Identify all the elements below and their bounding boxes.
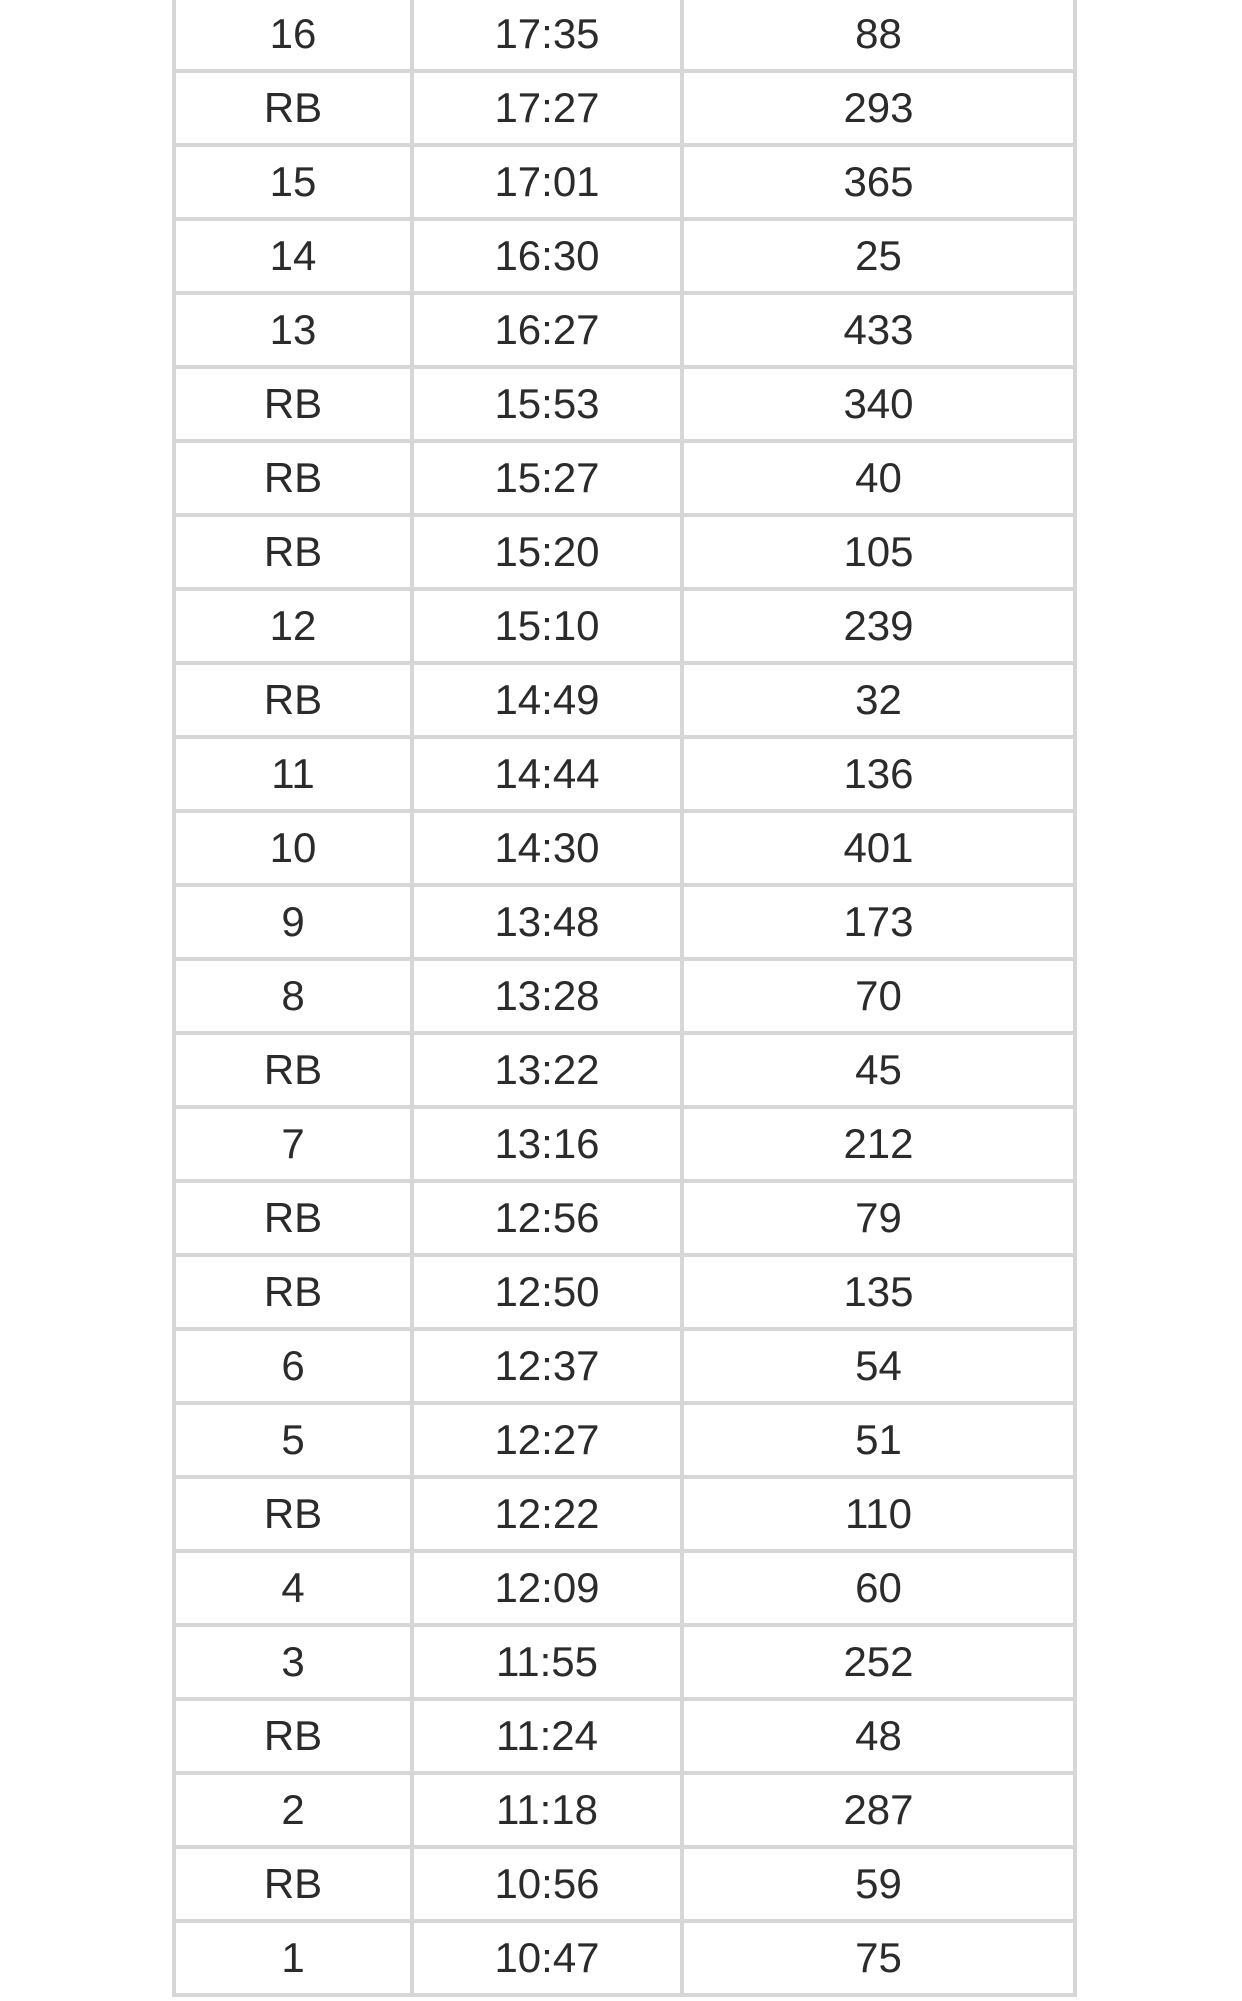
data-table-body <box>174 0 1075 1995</box>
table-row <box>174 959 1075 1033</box>
table-row <box>174 1847 1075 1921</box>
cell-time: 13:22 <box>412 1033 682 1107</box>
cell-id: 5 <box>174 1403 412 1477</box>
cell-value: 88 <box>682 0 1075 71</box>
cell-id: 13 <box>174 293 412 367</box>
cell-id: 3 <box>174 1625 412 1699</box>
cell-time: 13:48 <box>412 885 682 959</box>
cell-value: 60 <box>682 1551 1075 1625</box>
cell-time: 16:30 <box>412 219 682 293</box>
cell-value: 365 <box>682 145 1075 219</box>
cell-time: 12:22 <box>412 1477 682 1551</box>
cell-value: 75 <box>682 1921 1075 1995</box>
cell-id: RB <box>174 1477 412 1551</box>
cell-value: 252 <box>682 1625 1075 1699</box>
cell-id: 7 <box>174 1107 412 1181</box>
cell-id: RB <box>174 367 412 441</box>
cell-id: RB <box>174 71 412 145</box>
table-row <box>174 737 1075 811</box>
cell-value: 59 <box>682 1847 1075 1921</box>
cell-value: 105 <box>682 515 1075 589</box>
cell-value: 401 <box>682 811 1075 885</box>
table-row <box>174 1699 1075 1773</box>
cell-value: 40 <box>682 441 1075 515</box>
table-row <box>174 663 1075 737</box>
cell-time: 15:53 <box>412 367 682 441</box>
table-row <box>174 1551 1075 1625</box>
table-row <box>174 293 1075 367</box>
cell-id: 10 <box>174 811 412 885</box>
cell-time: 15:10 <box>412 589 682 663</box>
table-row <box>174 441 1075 515</box>
cell-id: 9 <box>174 885 412 959</box>
table-row <box>174 1625 1075 1699</box>
cell-time: 15:20 <box>412 515 682 589</box>
data-table <box>172 0 1077 1997</box>
cell-value: 32 <box>682 663 1075 737</box>
table-row <box>174 515 1075 589</box>
cell-value: 212 <box>682 1107 1075 1181</box>
table-row <box>174 71 1075 145</box>
cell-time: 12:56 <box>412 1181 682 1255</box>
cell-time: 13:28 <box>412 959 682 1033</box>
cell-value: 293 <box>682 71 1075 145</box>
table-row <box>174 367 1075 441</box>
cell-value: 136 <box>682 737 1075 811</box>
cell-id: 4 <box>174 1551 412 1625</box>
cell-time: 17:27 <box>412 71 682 145</box>
cell-id: 16 <box>174 0 412 71</box>
cell-id: 14 <box>174 219 412 293</box>
cell-time: 17:01 <box>412 145 682 219</box>
data-table-container <box>172 0 1073 1997</box>
cell-time: 12:37 <box>412 1329 682 1403</box>
cell-id: RB <box>174 441 412 515</box>
cell-value: 79 <box>682 1181 1075 1255</box>
cell-id: 1 <box>174 1921 412 1995</box>
table-row <box>174 1329 1075 1403</box>
cell-id: 15 <box>174 145 412 219</box>
table-row <box>174 1477 1075 1551</box>
cell-id: RB <box>174 1699 412 1773</box>
cell-time: 14:30 <box>412 811 682 885</box>
cell-value: 110 <box>682 1477 1075 1551</box>
table-row <box>174 1403 1075 1477</box>
table-row <box>174 1921 1075 1995</box>
cell-id: RB <box>174 1847 412 1921</box>
table-row <box>174 219 1075 293</box>
cell-time: 14:49 <box>412 663 682 737</box>
cell-value: 173 <box>682 885 1075 959</box>
cell-time: 15:27 <box>412 441 682 515</box>
cell-value: 239 <box>682 589 1075 663</box>
cell-time: 14:44 <box>412 737 682 811</box>
cell-id: 12 <box>174 589 412 663</box>
cell-id: RB <box>174 1181 412 1255</box>
cell-time: 12:09 <box>412 1551 682 1625</box>
cell-time: 12:50 <box>412 1255 682 1329</box>
table-row <box>174 589 1075 663</box>
cell-value: 287 <box>682 1773 1075 1847</box>
table-row <box>174 885 1075 959</box>
cell-value: 433 <box>682 293 1075 367</box>
cell-id: 8 <box>174 959 412 1033</box>
table-row <box>174 145 1075 219</box>
table-row <box>174 1107 1075 1181</box>
cell-id: RB <box>174 1255 412 1329</box>
cell-time: 10:56 <box>412 1847 682 1921</box>
cell-time: 16:27 <box>412 293 682 367</box>
cell-value: 340 <box>682 367 1075 441</box>
cell-id: 6 <box>174 1329 412 1403</box>
table-row <box>174 0 1075 71</box>
cell-id: RB <box>174 1033 412 1107</box>
cell-value: 48 <box>682 1699 1075 1773</box>
cell-time: 11:24 <box>412 1699 682 1773</box>
table-row <box>174 1255 1075 1329</box>
cell-time: 12:27 <box>412 1403 682 1477</box>
cell-id: 2 <box>174 1773 412 1847</box>
table-row <box>174 811 1075 885</box>
cell-value: 70 <box>682 959 1075 1033</box>
cell-id: RB <box>174 515 412 589</box>
cell-time: 11:18 <box>412 1773 682 1847</box>
cell-time: 13:16 <box>412 1107 682 1181</box>
table-row <box>174 1033 1075 1107</box>
table-row <box>174 1181 1075 1255</box>
cell-value: 51 <box>682 1403 1075 1477</box>
table-row <box>174 1773 1075 1847</box>
cell-time: 10:47 <box>412 1921 682 1995</box>
cell-value: 135 <box>682 1255 1075 1329</box>
cell-id: 11 <box>174 737 412 811</box>
cell-value: 45 <box>682 1033 1075 1107</box>
cell-time: 17:35 <box>412 0 682 71</box>
cell-value: 25 <box>682 219 1075 293</box>
cell-id: RB <box>174 663 412 737</box>
cell-time: 11:55 <box>412 1625 682 1699</box>
cell-value: 54 <box>682 1329 1075 1403</box>
